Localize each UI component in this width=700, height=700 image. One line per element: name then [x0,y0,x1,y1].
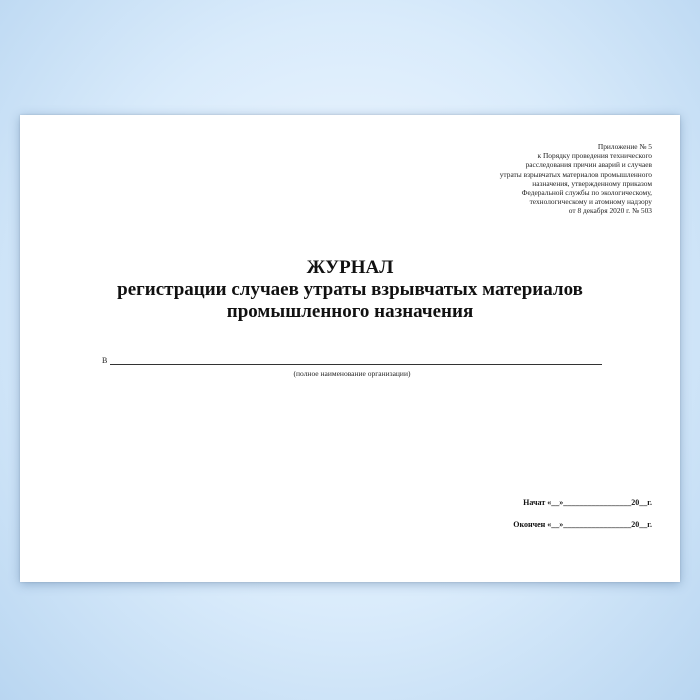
annex-line: к Порядку проведения технического [537,151,652,161]
journal-title [20,257,680,323]
annex-line: утраты взрывчатых материалов промышленного [499,169,652,179]
organization-prefix: В [102,356,108,365]
organization-field [102,356,602,365]
organization-blank-line [110,356,602,365]
annex-line: от 8 декабря 2020 г. № 503 [568,206,652,216]
title-heading: ЖУРНАЛ [306,257,394,278]
annex-line: расследования причин аварий и случаев [525,160,652,170]
date-ended: Окончен «__»_________________20__г. [513,520,652,529]
organization-caption: (полное наименование организации) [293,369,411,378]
annex-reference [402,142,652,216]
journal-cover-page [20,115,680,582]
title-subtitle-line: промышленного назначения [226,301,474,322]
annex-line: Федеральной службы по экологическому, [521,188,652,198]
annex-line: Приложение № 5 [597,142,652,151]
annex-line: назначения, утвержденному приказом [532,178,652,188]
title-subtitle-line: регистрации случаев утраты взрывчатых материалов [117,279,583,300]
date-started: Начат «__»_________________20__г. [523,498,652,507]
annex-line: технологическому и атомному надзору [529,197,652,207]
